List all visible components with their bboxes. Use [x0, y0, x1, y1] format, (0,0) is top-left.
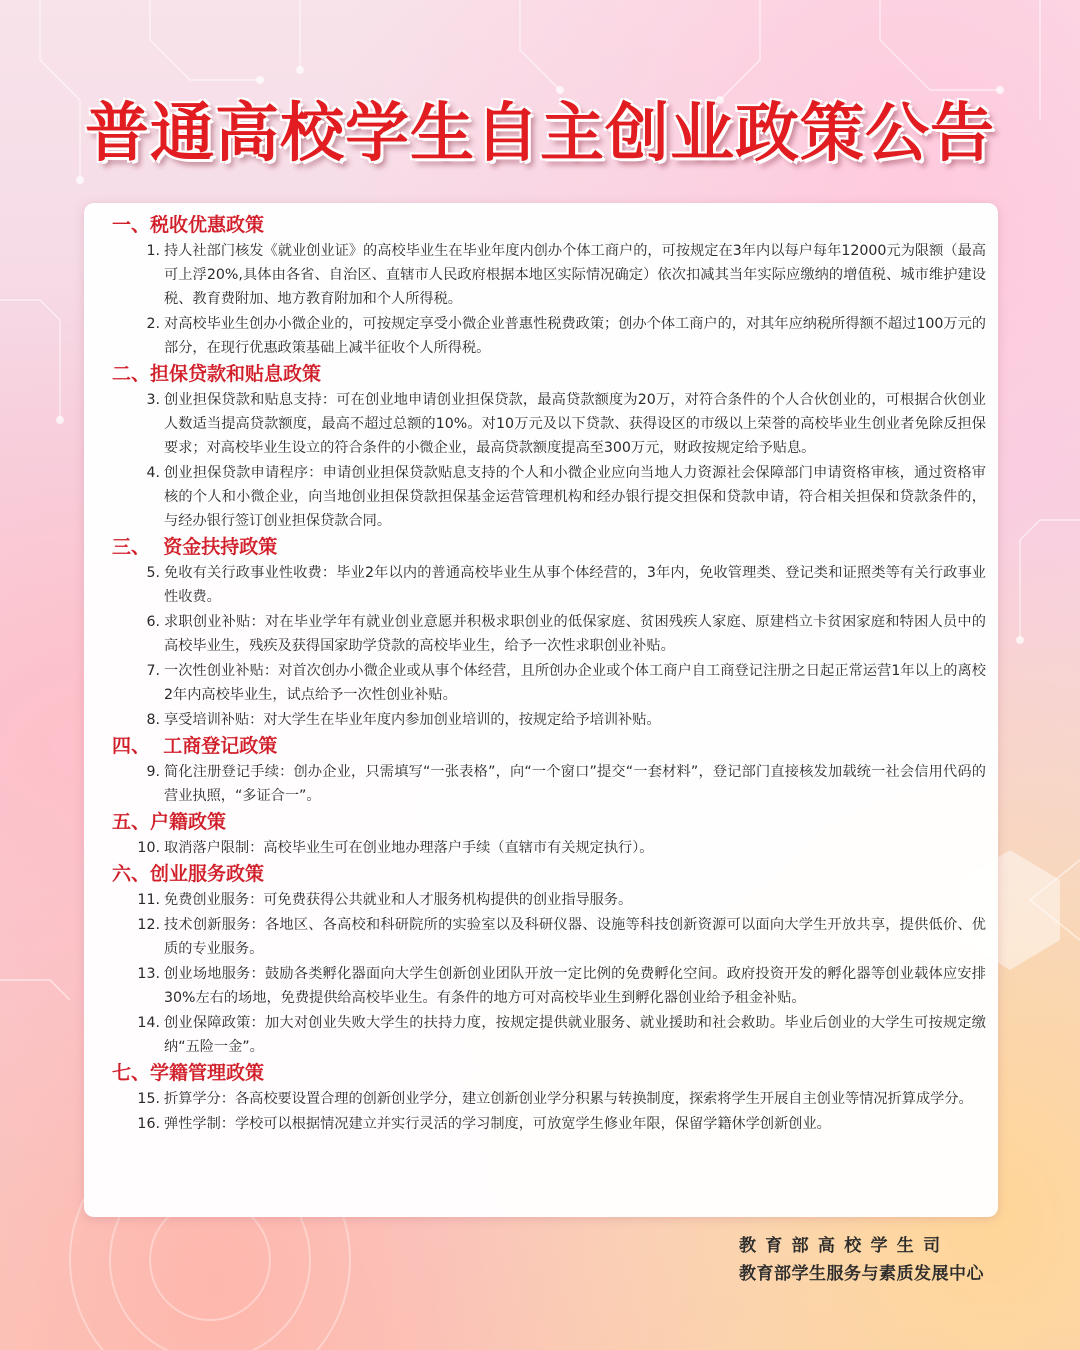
policy-item-text: 持人社部门核发《就业创业证》的高校毕业生在毕业年度内创办个体工商户的，可按规定在3年内以每户每年12000元为限额（最高可上浮20%,具体由各省、自治区、直辖市人民政府根据本地区实际情况确定）依次扣减其当年实际应缴纳的增值税、城市维护建设税、教育费附加、地方教育附加和个人所得税。 — [164, 243, 986, 307]
section-heading: 一、税收优惠政策 — [112, 214, 265, 236]
policy-item-text: 对高校毕业生创办小微企业的，可按规定享受小微企业普惠性税费政策；创办个体工商户的，对其年应纳税所得额不超过100万元的部分，在现行优惠政策基础上减半征收个人所得税。 — [164, 316, 986, 356]
policy-item — [112, 659, 992, 707]
policy-item-number: 11. — [137, 892, 160, 908]
page-title: 普通高校学生自主创业政策公告 — [85, 97, 995, 171]
policy-item-text: 求职创业补贴：对在毕业学年有就业创业意愿并积极求职创业的低保家庭、贫困残疾人家庭、原建档立卡贫困家庭和特困人员中的高校毕业生，残疾及获得国家助学贷款的高校毕业生，给予一次性求职创业补贴。 — [164, 614, 986, 654]
section-heading: 四、 工商登记政策 — [112, 735, 278, 757]
policy-item-number: 9. — [146, 764, 160, 780]
section-heading: 六、创业服务政策 — [112, 863, 265, 885]
section-heading: 二、担保贷款和贴息政策 — [112, 363, 322, 385]
policy-item-number: 13. — [137, 966, 160, 982]
policy-list — [112, 212, 992, 1137]
issuer-line-2: 教育部学生服务与素质发展中心 — [739, 1264, 984, 1284]
policy-item — [112, 239, 992, 311]
policy-item — [112, 836, 992, 860]
policy-item-number: 8. — [146, 712, 160, 728]
policy-item-text: 创业担保贷款申请程序：申请创业担保贷款贴息支持的个人和小微企业应向当地人力资源社会保障部门申请资格审核，通过资格审核的个人和小微企业，向当地创业担保贷款担保基金运营管理机构和经办银行提交担保和贷款申请，符合相关担保和贷款条件的，与经办银行签订创业担保贷款合同。 — [164, 465, 986, 529]
policy-item-text: 创业场地服务：鼓励各类孵化器面向大学生创新创业团队开放一定比例的免费孵化空间。政府投资开发的孵化器等创业载体应安排30%左右的场地，免费提供给高校毕业生。有条件的地方可对高校毕业生到孵化器创业给予租金补贴。 — [164, 966, 986, 1006]
policy-item — [112, 1087, 992, 1111]
policy-item — [112, 1112, 992, 1136]
policy-item-number: 2. — [146, 316, 160, 332]
policy-item-number: 7. — [146, 663, 160, 679]
policy-item-number: 4. — [146, 465, 160, 481]
policy-item — [112, 561, 992, 609]
policy-item-text: 免费创业服务：可免费获得公共就业和人才服务机构提供的创业指导服务。 — [164, 892, 633, 908]
section-heading: 三、 资金扶持政策 — [112, 536, 278, 558]
policy-item — [112, 1011, 992, 1059]
policy-item — [112, 913, 992, 961]
policy-item-number: 15. — [137, 1091, 160, 1107]
policy-item-text: 技术创新服务：各地区、各高校和科研院所的实验室以及科研仪器、设施等科技创新资源可以面向大学生开放共享，提供低价、优质的专业服务。 — [164, 917, 986, 957]
policy-item — [112, 312, 992, 360]
policy-item-number: 1. — [146, 243, 160, 259]
policy-item — [112, 962, 992, 1010]
policy-item-text: 创业担保贷款和贴息支持：可在创业地申请创业担保贷款，最高贷款额度为20万，对符合条件的个人合伙创业的，可根据合伙创业人数适当提高贷款额度，最高不超过总额的10%。对10万元及以下贷款、获得设区的市级以上荣誉的高校毕业生创业者免除反担保要求；对高校毕业生设立的符合条件的小微企业，最高贷款额度提高至300万元，财政按规定给予贴息。 — [164, 392, 986, 456]
policy-item-text: 取消落户限制：高校毕业生可在创业地办理落户手续（直辖市有关规定执行）。 — [164, 840, 654, 856]
policy-item-number: 3. — [146, 392, 160, 408]
policy-item-text: 创业保障政策：加大对创业失败大学生的扶持力度，按规定提供就业服务、就业援助和社会救助。毕业后创业的大学生可按规定缴纳“五险一金”。 — [164, 1015, 986, 1055]
section-heading: 五、户籍政策 — [112, 811, 227, 833]
policy-item-number: 14. — [137, 1015, 160, 1031]
policy-item-text: 享受培训补贴：对大学生在毕业年度内参加创业培训的，按规定给予培训补贴。 — [164, 712, 661, 728]
policy-item-number: 12. — [137, 917, 160, 933]
policy-item-text: 简化注册登记手续：创办企业，只需填写“一张表格”，向“一个窗口”提交“一套材料”，登记部门直接核发加载统一社会信用代码的营业执照，“多证合一”。 — [164, 764, 986, 804]
policy-item — [112, 888, 992, 912]
policy-item-number: 5. — [146, 565, 160, 581]
policy-item — [112, 461, 992, 533]
section-heading: 七、学籍管理政策 — [112, 1062, 265, 1084]
policy-item-text: 弹性学制：学校可以根据情况建立并实行灵活的学习制度，可放宽学生修业年限，保留学籍休学创新创业。 — [164, 1116, 831, 1132]
policy-item-text: 一次性创业补贴：对首次创办小微企业或从事个体经营，且所创办企业或个体工商户自工商登记注册之日起正常运营1年以上的离校2年内高校毕业生，试点给予一次性创业补贴。 — [164, 663, 986, 703]
policy-item — [112, 610, 992, 658]
policy-item-number: 10. — [137, 840, 160, 856]
issuer-block — [739, 1232, 984, 1288]
policy-item-text: 折算学分：各高校要设置合理的创新创业学分，建立创新创业学分积累与转换制度，探索将学生开展自主创业等情况折算成学分。 — [164, 1091, 973, 1107]
policy-item-number: 6. — [146, 614, 160, 630]
issuer-line-1: 教育部高校学生司 — [739, 1236, 950, 1256]
policy-item — [112, 760, 992, 808]
policy-item — [112, 708, 992, 732]
policy-item-number: 16. — [137, 1116, 160, 1132]
policy-item-text: 免收有关行政事业性收费：毕业2年以内的普通高校毕业生从事个体经营的，3年内，免收管理类、登记类和证照类等有关行政事业性收费。 — [164, 565, 986, 605]
policy-item — [112, 388, 992, 460]
